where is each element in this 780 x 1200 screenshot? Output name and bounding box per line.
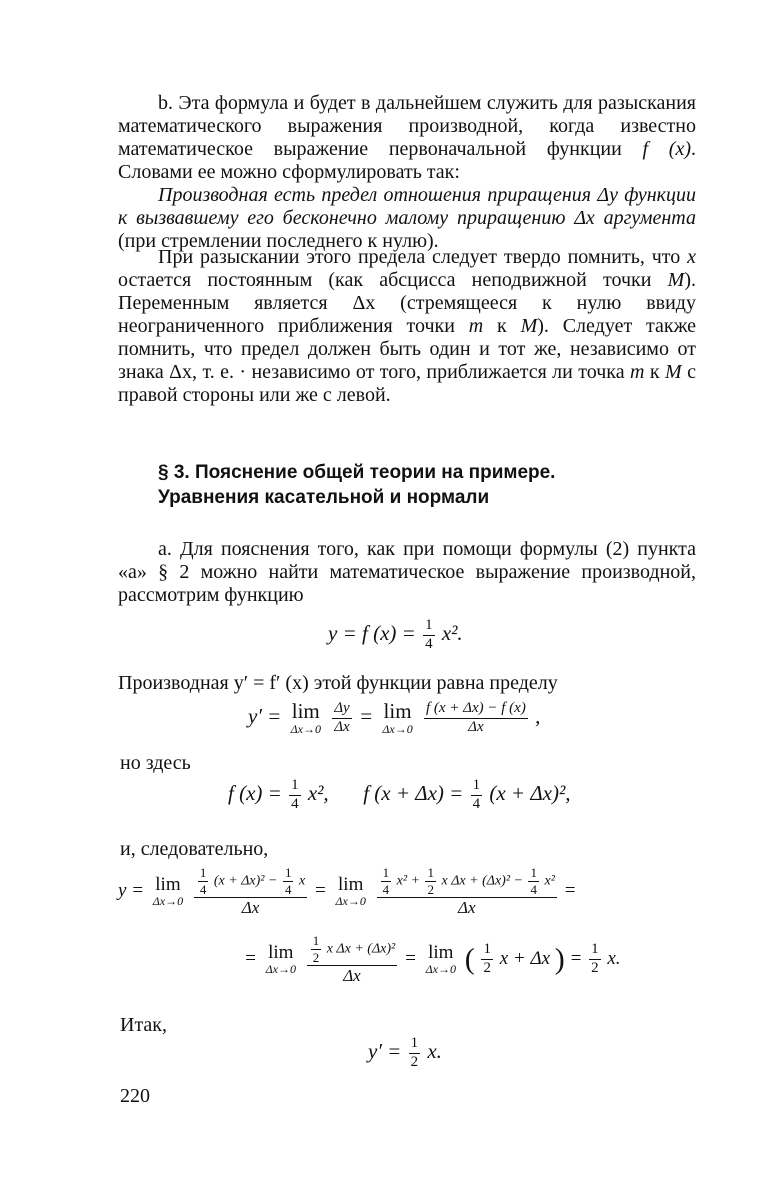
paragraph-b-text: b. Эта формула и будет в дальнейшем служить для разыскания математического выражения производной, когда известно математическое выражение первоначальной функции — [118, 92, 696, 160]
formula-1-rhs: x². — [441, 621, 463, 646]
frac-den: 4 — [530, 881, 537, 897]
half — [311, 934, 322, 964]
lim-sub: Δx→0 — [265, 962, 296, 977]
frac-num: 1 — [481, 942, 493, 960]
equals-sign-2: = — [404, 947, 417, 969]
frac-den: 2 — [410, 1053, 419, 1070]
remember-text-5: ). Следует также помнить, что предел должен быть один и тот же, независимо от знака Δx, т. е. · независимо от того, приближается ли точка — [118, 315, 696, 383]
formula-4-y: y = — [118, 879, 145, 901]
definition-italic: Производная есть предел отношения приращения Δy функции к вызвавшему его бесконечно малому приращению Δx аргумента — [118, 184, 696, 229]
formula-limit-expansion — [118, 866, 576, 917]
equals-sign: = — [358, 703, 374, 728]
frac-num: 1 — [589, 942, 601, 960]
quarter — [198, 866, 209, 896]
frac-den: 2 — [591, 960, 599, 977]
comma: , — [535, 703, 541, 728]
section-title-line-2: Уравнения касательной и нормали — [158, 487, 490, 508]
lim-sub: Δx→0 — [335, 894, 366, 909]
frac-den: 4 — [425, 635, 433, 652]
num-part-3: x² + — [396, 873, 420, 889]
frac-num: 1 — [409, 1036, 421, 1054]
formula-1-lhs: y = f (x) = — [328, 621, 416, 646]
fraction-difference-quotient — [424, 701, 528, 736]
frac-den: 2 — [483, 960, 491, 977]
lim-text: lim — [428, 941, 454, 963]
formula-6-lhs: y′ = — [368, 1039, 402, 1064]
paragraph-b-text-2: . Словами ее можно сформулировать так: — [118, 138, 696, 183]
frac-den: 2 — [427, 881, 434, 897]
frac-num: 1 — [423, 618, 435, 636]
equals-sign-3: = — [569, 947, 583, 969]
frac-num: Δy — [332, 701, 351, 719]
section-heading — [158, 460, 718, 510]
num-part-1: (x + Δx)² − — [213, 873, 278, 889]
frac-num: 1 — [382, 865, 390, 880]
equals-sign: = — [313, 879, 327, 901]
fraction-big-3 — [307, 934, 398, 985]
frac-den: 4 — [291, 795, 299, 812]
fraction-one-quarter — [423, 618, 435, 653]
paragraph-remember — [118, 246, 696, 407]
var-m: m — [468, 315, 484, 337]
fx-symbol: f (x) — [642, 138, 691, 160]
limit-operator — [266, 943, 296, 977]
formula-6-rhs: x. — [427, 1039, 442, 1064]
fraction-big-2 — [377, 866, 557, 917]
frac-num: 1 — [312, 933, 320, 948]
formula-limit-result — [244, 934, 621, 985]
remember-text-4: к — [483, 315, 521, 337]
equals-sign: = — [244, 947, 257, 969]
lim-sub: Δx→0 — [382, 722, 413, 737]
fraction-one-quarter-2 — [471, 778, 483, 813]
paragraph-a: a. Для пояснения того, как при помощи формулы (2) пункта «a» § 2 можно найти математическое выражение производной, рассмотрим функцию — [118, 538, 696, 606]
page-number: 220 — [120, 1085, 150, 1107]
lim-sub: Δx→0 — [425, 962, 456, 977]
half-2 — [589, 942, 601, 977]
var-m-2: m — [630, 361, 645, 383]
quarter — [381, 866, 392, 896]
remember-text-1: При разыскании этого предела следует твердо помнить, что — [158, 246, 688, 268]
definition-tail: (при стремлении последнего к нулю). — [118, 230, 439, 252]
remember-text-7: с правой стороны или же с левой. — [118, 361, 696, 406]
num-part-4: x Δx + (Δx)² − — [441, 873, 523, 889]
left-paren: ( — [464, 942, 475, 976]
formula-final-derivative — [368, 1036, 442, 1071]
remember-text-6: к — [644, 361, 666, 383]
lim-text: lim — [155, 873, 181, 895]
lim-text: lim — [383, 699, 412, 723]
derivative-line: Производная y′ = f′ (x) этой функции равна пределу — [118, 672, 558, 694]
frac-den: Δx — [343, 966, 361, 986]
formula-3-c: f (x + Δx) = — [363, 781, 464, 806]
formula-3-b: x², — [307, 781, 329, 806]
num-part-5: x² — [544, 873, 555, 889]
frac-den: 2 — [312, 949, 320, 965]
text-and-therefore: и, следовательно, — [120, 838, 269, 860]
right-paren: ) — [554, 942, 565, 976]
fraction-one-quarter — [289, 778, 301, 813]
frac-num — [194, 866, 307, 898]
half — [481, 942, 493, 977]
frac-den: 4 — [199, 881, 207, 897]
paragraph-b — [118, 92, 696, 184]
var-M-3: M — [665, 361, 682, 383]
limit-operator-2 — [336, 875, 366, 909]
remember-text-3: ). Переменным является Δx (стремящееся к нулю ввиду неограниченного приближения точки — [118, 269, 696, 337]
frac-den: Δx — [468, 718, 484, 735]
frac-num: 1 — [471, 778, 483, 796]
limit-operator-2 — [382, 700, 412, 736]
equals-sign-2: = — [563, 879, 577, 901]
num-part: x Δx + (Δx)² — [326, 941, 396, 957]
lim-text: lim — [291, 699, 320, 723]
frac-den: 4 — [284, 881, 292, 897]
lim-sub: Δx→0 — [290, 722, 321, 737]
half — [425, 866, 436, 896]
limit-operator — [291, 700, 321, 736]
text-no-zdes: но здесь — [120, 752, 191, 774]
frac-num — [307, 934, 398, 966]
var-x: x — [687, 246, 696, 268]
formula-function-values — [228, 778, 571, 813]
section-title-line-1: § 3. Пояснение общей теории на примере. — [158, 462, 556, 483]
formula-derivative-limit — [248, 700, 540, 736]
result-end: x. — [607, 947, 621, 969]
lim-sub: Δx→0 — [152, 894, 184, 909]
frac-den: Δx — [334, 718, 350, 735]
lim-text: lim — [338, 873, 364, 895]
frac-num — [377, 866, 557, 898]
quarter — [528, 866, 539, 896]
var-M-2: M — [520, 315, 538, 337]
frac-num: f (x + Δx) − f (x) — [424, 701, 528, 719]
remember-text-2: остается постоянным (как абсцисса неподвижной точки — [118, 269, 668, 291]
limit-operator — [153, 875, 183, 909]
quarter — [283, 866, 294, 896]
num-part-2: x — [298, 873, 306, 889]
definition-paragraph — [118, 184, 696, 253]
frac-den: Δx — [458, 898, 476, 918]
frac-den: 4 — [382, 881, 390, 897]
formula-3-d: (x + Δx)², — [489, 781, 571, 806]
formula-function — [328, 618, 463, 653]
text-itak: Итак, — [120, 1014, 168, 1036]
frac-num: 1 — [199, 865, 207, 880]
frac-num: 1 — [284, 865, 292, 880]
fraction-dy-dx — [332, 701, 351, 736]
frac-num: 1 — [289, 778, 301, 796]
limit-operator-2 — [426, 943, 456, 977]
fraction-one-half — [409, 1036, 421, 1071]
frac-num: 1 — [530, 865, 537, 880]
fraction-big-1 — [194, 866, 307, 917]
var-M: M — [667, 269, 685, 291]
lim-text: lim — [268, 941, 294, 963]
inner-expression: x + Δx — [499, 947, 551, 969]
formula-3-a: f (x) = — [228, 781, 282, 806]
frac-num: 1 — [427, 865, 434, 880]
frac-den: 4 — [472, 795, 481, 812]
frac-den: Δx — [241, 898, 260, 918]
formula-2-lhs: y′ = — [248, 703, 282, 728]
